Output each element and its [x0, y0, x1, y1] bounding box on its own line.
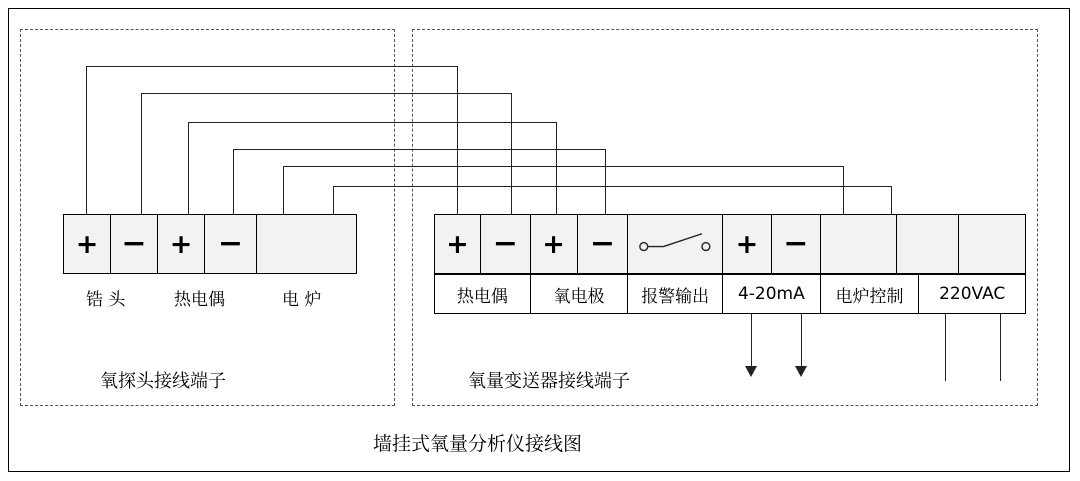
wire-segment	[141, 93, 142, 214]
wire-segment	[86, 66, 458, 67]
terminal-symbol: −	[121, 226, 147, 261]
terminal-cell[interactable]	[481, 215, 531, 273]
wire-segment	[188, 122, 557, 123]
relay-contact-icon	[628, 215, 722, 272]
probe-label-furnace: 电 炉	[282, 290, 322, 310]
terminal-symbol: +	[446, 228, 469, 260]
wire-segment	[891, 186, 892, 214]
label-220vac	[919, 275, 1025, 313]
terminal-cell[interactable]	[257, 215, 356, 273]
wire-segment	[333, 186, 892, 187]
wire-segment	[605, 149, 606, 214]
wire-segment	[233, 149, 606, 150]
wire-segment	[556, 122, 557, 214]
terminal-cell[interactable]	[897, 215, 959, 273]
arrow-down-icon	[745, 366, 757, 377]
transmitter-terminal-label-row	[434, 274, 1026, 314]
label-text: 220VAC	[939, 284, 1006, 304]
label-thermocouple	[435, 275, 531, 313]
terminal-cell[interactable]	[64, 215, 111, 273]
terminal-cell-alarm-relay[interactable]	[628, 215, 723, 273]
terminal-cell[interactable]	[578, 215, 629, 273]
wire-segment	[233, 149, 234, 214]
label-text: 电炉控制	[835, 286, 904, 307]
terminal-symbol: +	[542, 228, 565, 260]
terminal-symbol: +	[735, 228, 759, 260]
terminal-cell[interactable]	[435, 215, 481, 273]
wire-segment	[843, 166, 844, 214]
terminal-cell[interactable]	[205, 215, 257, 273]
oxygen-probe-terminal-block	[63, 214, 357, 274]
terminal-symbol: −	[492, 226, 518, 261]
terminal-cell[interactable]	[111, 215, 158, 273]
terminal-cell[interactable]	[723, 215, 772, 273]
terminal-cell[interactable]	[772, 215, 821, 273]
wire-segment	[283, 166, 844, 167]
terminal-symbol: −	[217, 226, 244, 261]
label-text: 报警输出	[641, 286, 710, 307]
terminal-symbol: −	[589, 226, 615, 261]
diagram-title: 墙挂式氧量分析仪接线图	[373, 433, 583, 455]
label-oxygen-electrode	[531, 275, 629, 313]
terminal-symbol: −	[783, 226, 809, 261]
label-text: 氧电极	[553, 286, 605, 307]
arrow-down-icon	[795, 366, 807, 377]
wire-segment	[333, 186, 334, 214]
wire-segment	[283, 166, 284, 214]
wire-segment	[86, 66, 87, 214]
terminal-cell[interactable]	[531, 215, 578, 273]
terminal-cell[interactable]	[959, 215, 1025, 273]
label-furnace-control	[821, 275, 920, 313]
wire-segment	[457, 66, 458, 214]
terminal-cell[interactable]	[158, 215, 205, 273]
label-text: 热电偶	[456, 286, 508, 307]
oxygen-transmitter-section-caption: 氧量变送器接线端子	[468, 371, 630, 392]
oxygen-probe-section-caption: 氧探头接线端子	[100, 371, 226, 392]
label-alarm-output	[628, 275, 723, 313]
terminal-cell[interactable]	[821, 215, 898, 273]
wire-segment	[188, 122, 189, 214]
probe-label-zirconia: 锆 头	[86, 290, 126, 310]
oxygen-transmitter-terminal-block	[434, 214, 1026, 274]
wire-segment	[141, 93, 512, 94]
probe-label-thermocouple: 热电偶	[174, 290, 225, 310]
label-4-20ma	[723, 275, 821, 313]
wire-segment	[511, 93, 512, 214]
label-text: 4-20mA	[737, 284, 805, 304]
terminal-symbol: +	[169, 228, 193, 260]
terminal-symbol: +	[75, 228, 99, 260]
